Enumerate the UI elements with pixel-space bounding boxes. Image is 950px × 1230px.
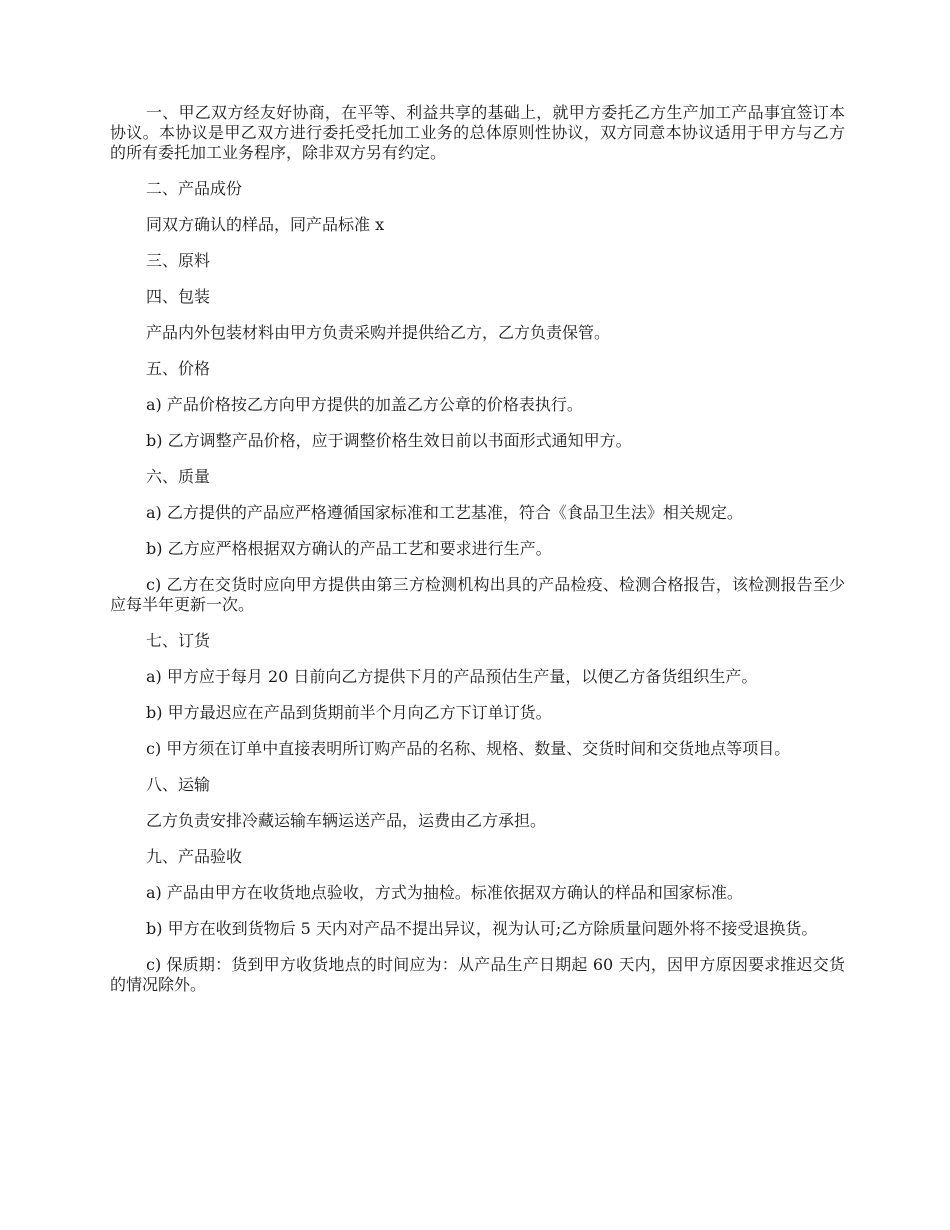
paragraph-ordering-b: b) 甲方最迟应在产品到货期前半个月向乙方下订单订货。 xyxy=(146,703,552,722)
paragraph-1: 一、甲乙双方经友好协商，在平等、利益共享的基础上，就甲方委托乙方生产加工产品事宜签订本协议。本协议是甲乙双方进行委托受托加工业务的总体原则性协议，双方同意本协议适用于甲方与乙方的所有委托加工业务程序，除非双方另有约定。 xyxy=(110,103,845,162)
paragraph-ordering-a: a) 甲方应于每月 20 日前向乙方提供下月的产品预估生产量，以便乙方备货组织生产。 xyxy=(146,667,758,686)
paragraph-price-b: b) 乙方调整产品价格，应于调整价格生效日前以书面形式通知甲方。 xyxy=(146,431,632,450)
heading-price: 五、价格 xyxy=(146,359,211,378)
paragraph-quality-a: a) 乙方提供的产品应严格遵循国家标准和工艺基准，符合《食品卫生法》相关规定。 xyxy=(146,503,743,522)
paragraph-acceptance-c: c) 保质期：货到甲方收货地点的时间应为：从产品生产日期起 60 天内，因甲方原因要求推迟交货的情况除外。 xyxy=(110,955,845,994)
paragraph-2: 同双方确认的样品，同产品标准 x xyxy=(146,215,385,234)
heading-ordering: 七、订货 xyxy=(146,631,211,650)
paragraph-acceptance-a: a) 产品由甲方在收货地点验收，方式为抽检。标准依据双方确认的样品和国家标准。 xyxy=(146,883,743,902)
paragraph-transport: 乙方负责安排冷藏运输车辆运送产品，运费由乙方承担。 xyxy=(146,811,547,830)
paragraph-acceptance-b: b) 甲方在收到货物后 5 天内对产品不提出异议，视为认可;乙方除质量问题外将不接受退换货。 xyxy=(146,919,818,938)
heading-quality: 六、质量 xyxy=(146,467,211,486)
heading-transport: 八、运输 xyxy=(146,775,211,794)
paragraph-ordering-c: c) 甲方须在订单中直接表明所订购产品的名称、规格、数量、交货时间和交货地点等项目。 xyxy=(146,739,791,758)
document-body xyxy=(110,103,845,1011)
paragraph-packaging: 产品内外包装材料由甲方负责采购并提供给乙方，乙方负责保管。 xyxy=(146,323,611,342)
heading-raw-materials: 三、原料 xyxy=(146,251,211,270)
paragraph-quality-c: c) 乙方在交货时应向甲方提供由第三方检测机构出具的产品检疫、检测合格报告，该检测报告至少应每半年更新一次。 xyxy=(110,575,845,614)
heading-acceptance: 九、产品验收 xyxy=(146,847,243,866)
paragraph-price-a: a) 产品价格按乙方向甲方提供的加盖乙方公章的价格表执行。 xyxy=(146,395,583,414)
heading-product-composition: 二、产品成份 xyxy=(146,179,243,198)
paragraph-quality-b: b) 乙方应严格根据双方确认的产品工艺和要求进行生产。 xyxy=(146,539,552,558)
heading-packaging: 四、包装 xyxy=(146,287,211,306)
